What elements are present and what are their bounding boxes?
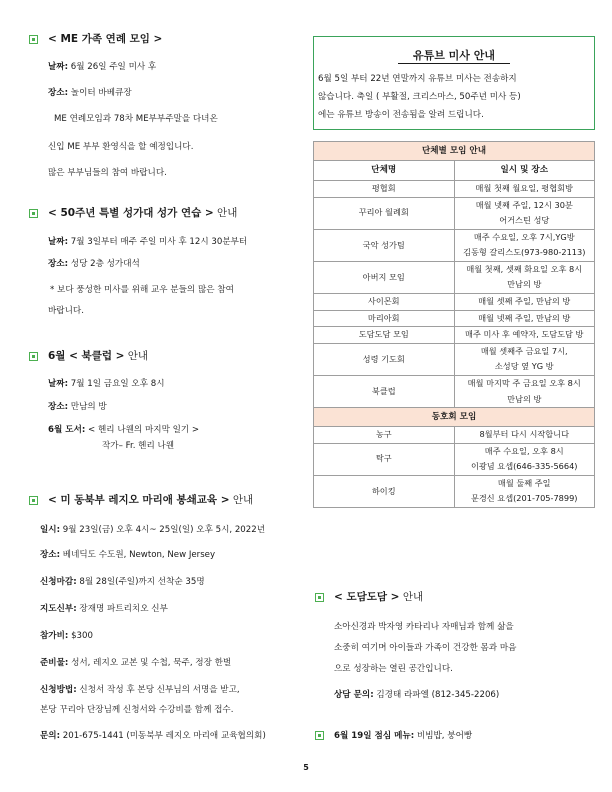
book-date: 날짜: 7월 1일 금요일 오후 8시: [48, 379, 165, 389]
table-row: [314, 375, 595, 407]
bullet-icon: [315, 731, 324, 740]
choir-heading: < 50주년 특별 성가대 성가 연습 > 안내: [48, 207, 238, 219]
group-schedule: 매주 미사 후 예약자, 도담도담 방: [454, 327, 595, 344]
group-name: 마리아회: [314, 310, 455, 327]
group-schedule: 매월 넷째 주일, 12시 30분 어거스틴 성당: [454, 197, 595, 229]
bullet-icon: [29, 352, 38, 361]
me-heading: < ME 가족 연례 모임 >: [48, 33, 163, 45]
book-title: 6월 도서: < 헨리 나웬의 마지막 일기 >: [48, 425, 200, 435]
table-row: [314, 427, 595, 444]
bullet-icon: [29, 496, 38, 505]
table-row: [314, 229, 595, 261]
legio-deadline: 신청마감: 8월 28일(주일)까지 선착순 35명: [40, 577, 205, 587]
legio-method-2: 본당 꾸리아 단장님께 신청서와 수강비를 함께 접수.: [40, 705, 234, 715]
book-author: 작가– Fr. 헨리 나웬: [102, 441, 175, 451]
table-section-header: 동호회 모임: [314, 408, 595, 427]
youtube-text-2: 않습니다. 축일 ( 부활절, 크리스마스, 50주년 미사 등): [318, 92, 521, 102]
legio-contact: 문의: 201-675-1441 (미동북부 레지오 마리애 교육협의회): [40, 731, 266, 741]
choir-note-2: 바랍니다.: [48, 306, 84, 316]
me-place: 장소: 놀이터 바베큐장: [48, 88, 132, 98]
legio-fee: 참가비: $300: [40, 631, 93, 641]
page-number: 5: [303, 763, 309, 772]
table-row: [314, 343, 595, 375]
dodam-contact: 상담 문의: 김경태 라파엘 (812-345-2206): [334, 690, 500, 700]
group-name: 도담도담 모임: [314, 327, 455, 344]
group-schedule: 매월 둘째 주일 문경신 요셉(201-705-7899): [454, 475, 595, 507]
group-schedule: 매월 첫째, 셋째 화요일 오후 8시 만남의 방: [454, 261, 595, 293]
group-name: 아버지 모임: [314, 261, 455, 293]
legio-priest: 지도신부: 장재명 파트리치오 신부: [40, 604, 168, 614]
group-name: 하이킹: [314, 475, 455, 507]
me-text-1: ME 연례모임과 78차 ME부부주말을 다녀온: [54, 114, 218, 124]
lunch-menu: 6월 19일 점심 메뉴: 비빔밥, 붕어빵: [334, 731, 473, 741]
table-column-header: 일시 및 장소: [454, 161, 595, 181]
book-place: 장소: 만남의 방: [48, 402, 107, 412]
group-name: 꾸리아 월례회: [314, 197, 455, 229]
group-schedule: 8월부터 다시 시작합니다: [454, 427, 595, 444]
legio-supplies: 준비물: 성서, 레지오 교본 및 수첩, 묵주, 정장 한벌: [40, 658, 232, 668]
group-schedule: 매월 넷째 주일, 만남의 방: [454, 310, 595, 327]
group-name: 탁구: [314, 443, 455, 475]
choir-note-1: * 보다 풍성한 미사를 위해 교우 분들의 많은 참여: [50, 285, 234, 295]
group-schedule: 매주 수요일, 오후 7시,YG방 김동형 갈리스도(973-980-2113): [454, 229, 595, 261]
dodam-heading: < 도담도담 > 안내: [334, 591, 424, 603]
bullet-icon: [29, 209, 38, 218]
group-name: 북클럽: [314, 375, 455, 407]
table-section-header: 단체별 모임 안내: [314, 142, 595, 161]
bullet-icon: [29, 35, 38, 44]
legio-heading: < 미 동북부 레지오 마리애 봉쇄교육 > 안내: [48, 494, 254, 506]
group-schedule: 매월 마지막 주 금요일 오후 8시 만남의 방: [454, 375, 595, 407]
dodam-text-2: 소중히 여기며 아이들과 가족이 건강한 몸과 마음: [334, 643, 517, 653]
youtube-title: 유튜브 미사 안내: [412, 49, 496, 62]
youtube-notice-box: [313, 36, 595, 130]
group-schedule: 매월 셋째 주일, 만남의 방: [454, 294, 595, 311]
table-row: [314, 197, 595, 229]
group-schedule: 매주 수요일, 오후 8시 이광념 요셉(646-335-5664): [454, 443, 595, 475]
book-heading: 6월 < 북클럽 > 안내: [48, 350, 149, 362]
group-name: 성령 기도회: [314, 343, 455, 375]
group-name: 사이몬회: [314, 294, 455, 311]
me-date: 날짜: 6월 26일 주일 미사 후: [48, 62, 157, 72]
legio-date: 일시: 9월 23일(금) 오후 4시~ 25일(일) 오후 5시, 2022년: [40, 525, 266, 535]
table-row: [314, 261, 595, 293]
title-underline: [398, 63, 510, 64]
table-row: [314, 310, 595, 327]
table-row: [314, 443, 595, 475]
dodam-text-1: 소아신경과 박자영 카타리나 자매님과 함께 삶을: [334, 622, 514, 632]
table-row: [314, 294, 595, 311]
youtube-text-3: 에는 유튜브 방송이 전송됨을 알려 드립니다.: [318, 110, 484, 120]
group-schedule: 매월 첫째 월요일, 평협회방: [454, 181, 595, 198]
table-column-header: 단체명: [314, 161, 455, 181]
choir-place: 장소: 성당 2층 성가대석: [48, 259, 140, 269]
me-text-2: 신입 ME 부부 환영식을 할 예정입니다.: [48, 142, 194, 152]
group-schedule: 매월 셋째주 금요일 7시, 소성당 옆 YG 방: [454, 343, 595, 375]
legio-method: 신청방법: 신청서 작성 후 본당 신부님의 서명을 받고,: [40, 685, 240, 695]
me-text-3: 많은 부부님들의 참여 바랍니다.: [48, 168, 167, 178]
dodam-text-3: 으로 성장하는 열린 공간입니다.: [334, 664, 453, 674]
table-row: [314, 327, 595, 344]
bullet-icon: [315, 593, 324, 602]
group-name: 국악 성가팀: [314, 229, 455, 261]
legio-place: 장소: 베네딕도 수도원, Newton, New Jersey: [40, 550, 216, 560]
table-row: [314, 475, 595, 507]
schedule-table: [313, 141, 595, 508]
choir-date: 날짜: 7월 3일부터 매주 주일 미사 후 12시 30분부터: [48, 237, 248, 247]
group-name: 농구: [314, 427, 455, 444]
group-name: 평협회: [314, 181, 455, 198]
youtube-text-1: 6월 5일 부터 22년 연말까지 유튜브 미사는 전송하지: [318, 74, 517, 84]
table-row: [314, 181, 595, 198]
